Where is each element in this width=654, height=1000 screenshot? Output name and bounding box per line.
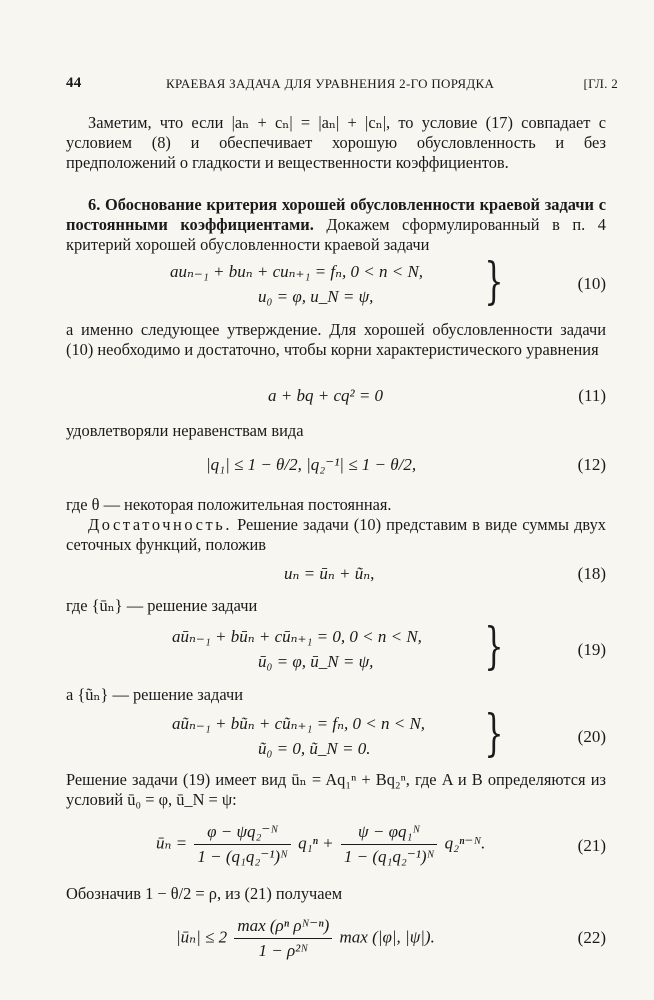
equation-number-21: (21): [577, 836, 606, 855]
paragraph-section-6: [66, 195, 606, 256]
equation-12: |q₁| ≤ 1 − θ/2, |q₂⁻¹| ≤ 1 − θ/2,: [206, 455, 417, 474]
equation-22-numerator: max (ρⁿ ρᴺ⁻ⁿ): [234, 916, 332, 939]
equation-20-line-1: aũₙ₋₁ + bũₙ + cũₙ₊₁ = fₙ, 0 < n < N,: [172, 714, 426, 733]
equation-21-numerator-1: φ − ψq₂⁻ᴺ: [194, 822, 291, 845]
running-header: [66, 75, 618, 95]
equation-10-line-1: auₙ₋₁ + buₙ + cuₙ₊₁ = fₙ, 0 < n < N,: [170, 262, 424, 281]
equation-21-fraction-1: [194, 822, 291, 867]
equation-22-tail: max (|φ|, |ψ|).: [339, 927, 435, 947]
paragraph-theta: где θ — некоторая положительная постоянная.: [66, 495, 392, 514]
sufficiency-body: Решение задачи (10) представим в виде суммы двух сеточных функций, положив: [66, 515, 606, 555]
equation-22: [176, 916, 435, 961]
equation-number-10: (10): [577, 274, 606, 293]
equation-21-denominator-1: 1 − (q₁q₂⁻¹)ᴺ: [197, 847, 288, 866]
right-brace-19: }: [484, 617, 504, 675]
equation-number-12: (12): [577, 455, 606, 474]
equation-11: a + bq + cq² = 0: [268, 386, 384, 405]
page-number: 44: [66, 75, 82, 91]
paragraph-statement: а именно следующее утверждение. Для хорошей обусловленности задачи (10) необходимо и достаточно, чтобы корни характеристического уравнения: [66, 320, 606, 360]
paragraph-rho: Обозначив 1 − θ/2 = ρ, из (21) получаем: [66, 884, 343, 903]
section-intro: Докажем сформулированный в п. 4 критерий хорошей обусловленности краевой задачи: [66, 215, 606, 255]
equation-20-line-2: ũ₀ = 0, ũ_N = 0.: [258, 739, 371, 758]
paragraph-sufficiency: [66, 515, 606, 555]
equation-21-fraction-2: [341, 822, 438, 867]
running-title: КРАЕВАЯ ЗАДАЧА ДЛЯ УРАВНЕНИЯ 2-ГО ПОРЯДКА: [166, 76, 495, 91]
paragraph-problem-19: где {ūₙ} — решение задачи: [66, 596, 258, 615]
right-brace-20: }: [484, 704, 504, 762]
paragraph-problem-20: а {ũₙ} — решение задачи: [66, 685, 243, 704]
equation-21-denominator-2: 1 − (q₁q₂⁻¹)ᴺ: [343, 847, 435, 866]
paragraph-solution-19: Решение задачи (19) имеет вид ūₙ = Aq₁ⁿ + Bq₂ⁿ, где A и B определяются из условий ū₀ = φ, ū_N = ψ:: [66, 770, 606, 810]
equation-22-lhs: |ūₙ| ≤ 2: [176, 927, 228, 947]
section-heading: 6. Обоснование критерия хорошей обусловленности краевой задачи с постоянными коэффициентами.: [66, 195, 606, 235]
equation-number-20: (20): [577, 727, 606, 746]
equation-18: uₙ = ūₙ + ũₙ,: [284, 564, 375, 583]
sufficiency-heading: Достаточность.: [88, 515, 233, 534]
paragraph-remark: Заметим, что если |aₙ + cₙ| = |aₙ| + |cₙ|, то условие (17) совпадает с условием (8) и обеспечивает хорошую обусловленность и без предположений о гладкости и вещественности коэффициентов.: [66, 113, 606, 173]
equation-21-lhs: ūₙ =: [156, 833, 188, 853]
equation-22-fraction: [234, 916, 332, 961]
equation-21-middle: q₁ⁿ +: [298, 833, 334, 853]
equation-number-22: (22): [577, 928, 606, 947]
equation-19-line-2: ū₀ = φ, ū_N = ψ,: [258, 652, 374, 671]
equation-19-line-1: aūₙ₋₁ + būₙ + cūₙ₊₁ = 0, 0 < n < N,: [172, 627, 422, 646]
equation-21: [156, 822, 485, 867]
equation-number-11: (11): [578, 386, 606, 405]
equation-21-numerator-2: ψ − φq₁ᴺ: [341, 822, 438, 845]
equation-number-18: (18): [577, 564, 606, 583]
equation-number-19: (19): [577, 640, 606, 659]
equation-21-tail: q₂ⁿ⁻ᴺ.: [444, 833, 486, 853]
chapter-marker: [ГЛ. 2: [583, 76, 618, 91]
right-brace-10: }: [484, 252, 504, 310]
equation-10-line-2: u₀ = φ, u_N = ψ,: [258, 287, 374, 306]
equation-22-denominator: 1 − ρ²ᴺ: [258, 941, 309, 960]
paragraph-inequalities: удовлетворяли неравенствам вида: [66, 421, 304, 440]
